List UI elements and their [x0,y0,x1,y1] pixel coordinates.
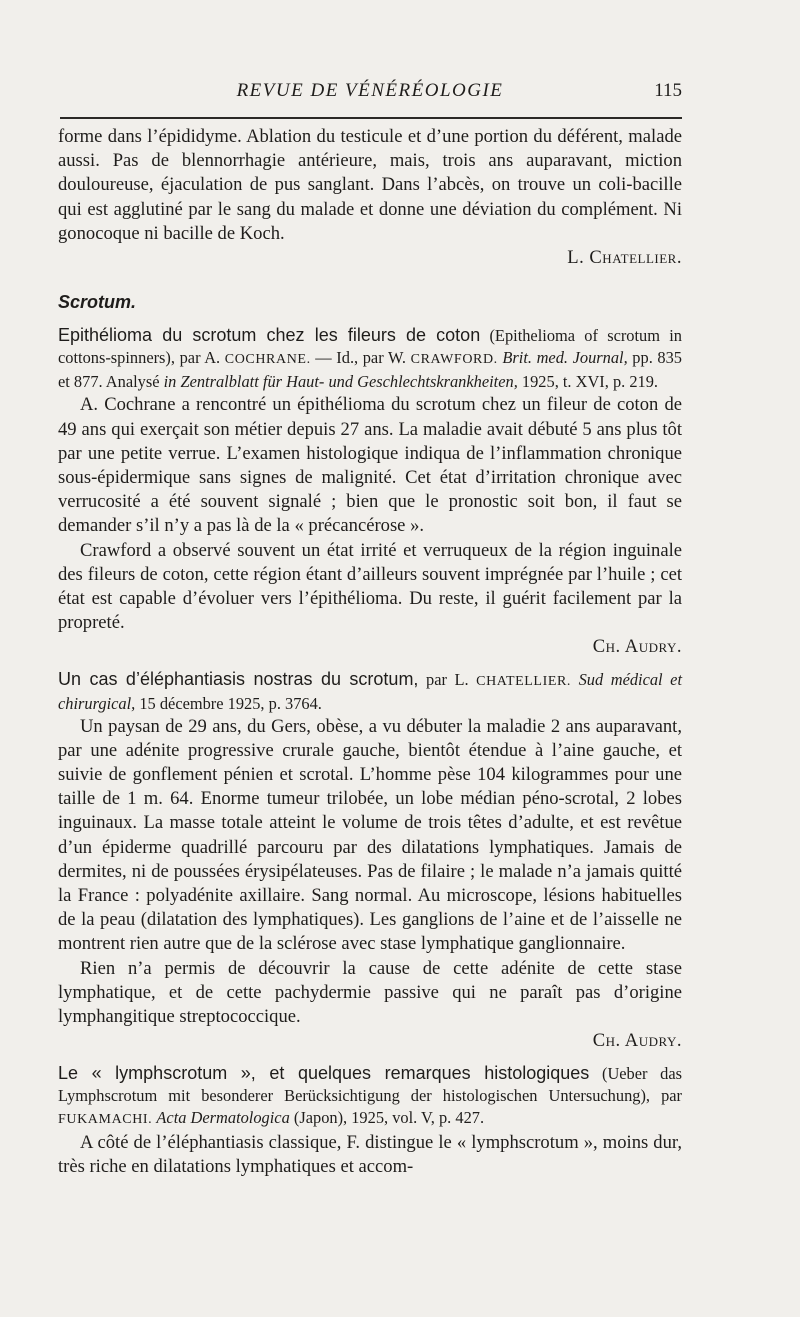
article-reference [58,324,682,393]
article-reference [58,1062,682,1131]
signature-chatellier [58,246,682,270]
reference-text: (Japon), 1925, vol. V, p. 427. [293,1107,485,1127]
continued-paragraph: forme dans l’épididyme. Ablation du testicule et d’une portion du déférent, malade aussi. Pas de blennorrhagie antérieure, mais, trois ans auparavant, miction douloureuse, éjaculation de pus sanglant. Dans l’abcès, on trouve un coli-bacille qui est agglutiné par le sang du malade et donne une déviation du complément. Ni gonocoque ni bacille de Koch. [58,126,682,244]
header-rule [60,117,682,119]
journal-name: Sud médical et chirurgical, [58,669,682,713]
reference-text: par L. [426,669,469,689]
reference-text: 15 décembre 1925, p. 3764. [139,693,322,713]
signature-text: L. Chatellier. [567,247,682,269]
article-paragraph: A. Cochrane a rencontré un épithélioma du scrotum chez un fileur de coton de 49 ans qui exerçait son métier depuis 27 ans. La maladie avait débuté 5 ans plus tôt par une petite verrue. L’examen histologique indiqua de l’inflammation chronique sous-épidermique sans signes de malignité. Cet état d’irritation chronique avec verrucosité a été souvent signalé ; bien que le pronostic soit bon, il faut se demander s’il n’y a pas là de la « précancérose ». [58,394,682,537]
article-title: Epithélioma du scrotum chez les fileurs de coton [58,325,481,346]
article-title: Un cas d’éléphantiasis nostras du scrotum, [58,668,419,689]
journal-name: in Zentralblatt für Haut- und Geschlechtskrankheiten, [163,372,518,392]
signature-text: Ch. Audry. [592,1030,682,1052]
article-reference [58,668,682,715]
reference-text: (Ueber das Lymphscrotum mit besonderer Berücksichtigung der histologischen Untersuchung), par [58,1063,683,1105]
section-heading: Scrotum. [58,292,137,313]
reference-text: — Id., par W. [315,348,407,368]
reference-text: 1925, t. XVI, p. 219. [521,372,659,392]
running-title: REVUE DE VÉNÉRÉOLOGIE [236,80,504,101]
article-paragraph: A côté de l’éléphantiasis classique, F. distingue le « lymphscrotum », moins dur, très riche en dilatations lymphatiques et accom- [58,1131,682,1177]
article-paragraph: Un paysan de 29 ans, du Gers, obèse, a vu débuter la maladie 2 ans auparavant, par une adénite progressive crurale gauche, bientôt étendue à l’aine gauche, et suivie de gonflement pénien et scrotal. L’homme pèse 104 kilogrammes pour une taille de 1 m. 64. Enorme tumeur trilobée, un lobe médian péno-scrotal, 2 lobes inguinaux. La masse totale atteint le volume de trois têtes d’adulte, et est revêtue d’un épiderme quadrillé parcouru par des dilatations lymphatiques. Jamais de dermites, ni de poussées érysipélateuses. Pas de filaire ; le malade n’a jamais quitté la France : polyadénite axillaire. Sang normal. Au microscope, lésions habituelles de la peau (dilatation des lymphatiques). Les ganglions de l’aine et de l’aisselle ne montrent rien autre que de la sclérose avec stase lymphatique ganglionnaire. [58,715,682,955]
page-header [58,78,682,106]
author-name: COCHRANE. [224,352,311,368]
reference-text: pp. 835 et 877. Analysé [58,348,682,392]
page-number: 115 [654,80,682,101]
signature-audry [58,1029,682,1053]
author-name: FUKAMACHI. [58,1111,153,1127]
journal-name: Brit. med. Journal, [502,348,628,368]
article-paragraph: Rien n’a permis de découvrir la cause de cette adénite de cette stase lymphatique, et de cette pachydermie passive qui ne paraît pas d’origine lymphangitique streptococcique. [58,957,682,1028]
article-paragraph: Crawford a observé souvent un état irrité et verruqueux de la région inguinale des fileurs de coton, cette région étant d’ailleurs souvent imprégnée par l’huile ; cet état est capable d’évoluer vers l’épithélioma. Du reste, il guérit facilement par la propreté. [58,539,682,634]
article-title: Le « lymphscrotum », et quelques remarques histologiques [58,1062,590,1083]
article-subtitle: (Epithelioma of [489,326,598,346]
author-name: CHATELLIER. [476,673,572,689]
author-name: CRAWFORD. [410,352,498,368]
page-body [58,125,682,1179]
signature-audry [58,635,682,659]
reference-text: scrotum in cottons-spinners), par A. [58,326,682,368]
journal-name: Acta Dermatologica [156,1107,290,1127]
signature-text: Ch. Audry. [592,636,682,658]
